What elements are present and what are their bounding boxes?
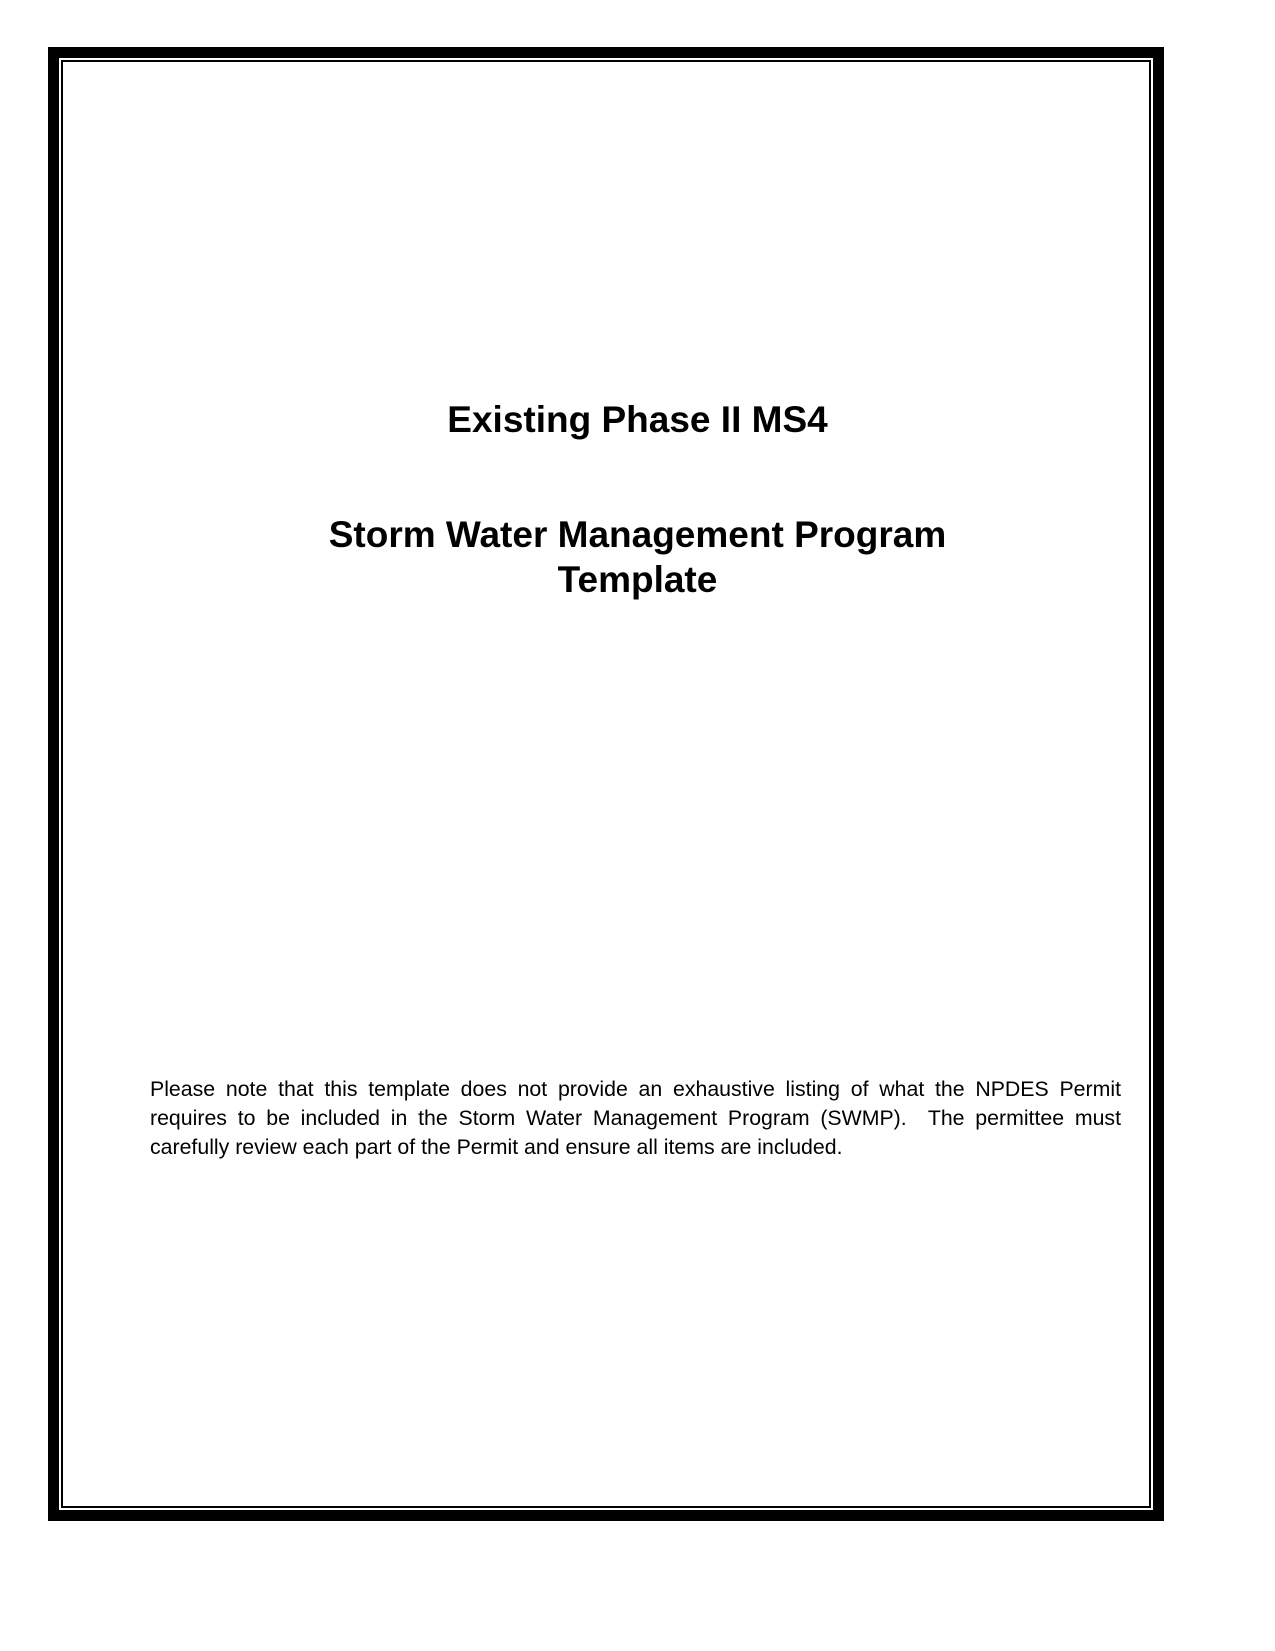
disclaimer-note: Please note that this template does not provide an exhaustive listing of what the NPDES Permit requires to be included in the Storm Water Management Program (SWMP). The permittee must carefully review each part of the Permit and ensure all items are included. — [150, 1077, 1127, 1159]
subtitle-line-2: Template — [557, 559, 718, 600]
page-inner-border — [61, 60, 1151, 1508]
subtitle-line-1: Storm Water Management Program — [328, 514, 947, 555]
document-subtitle — [0, 512, 1275, 602]
document-title: Existing Phase II MS4 — [447, 399, 828, 440]
